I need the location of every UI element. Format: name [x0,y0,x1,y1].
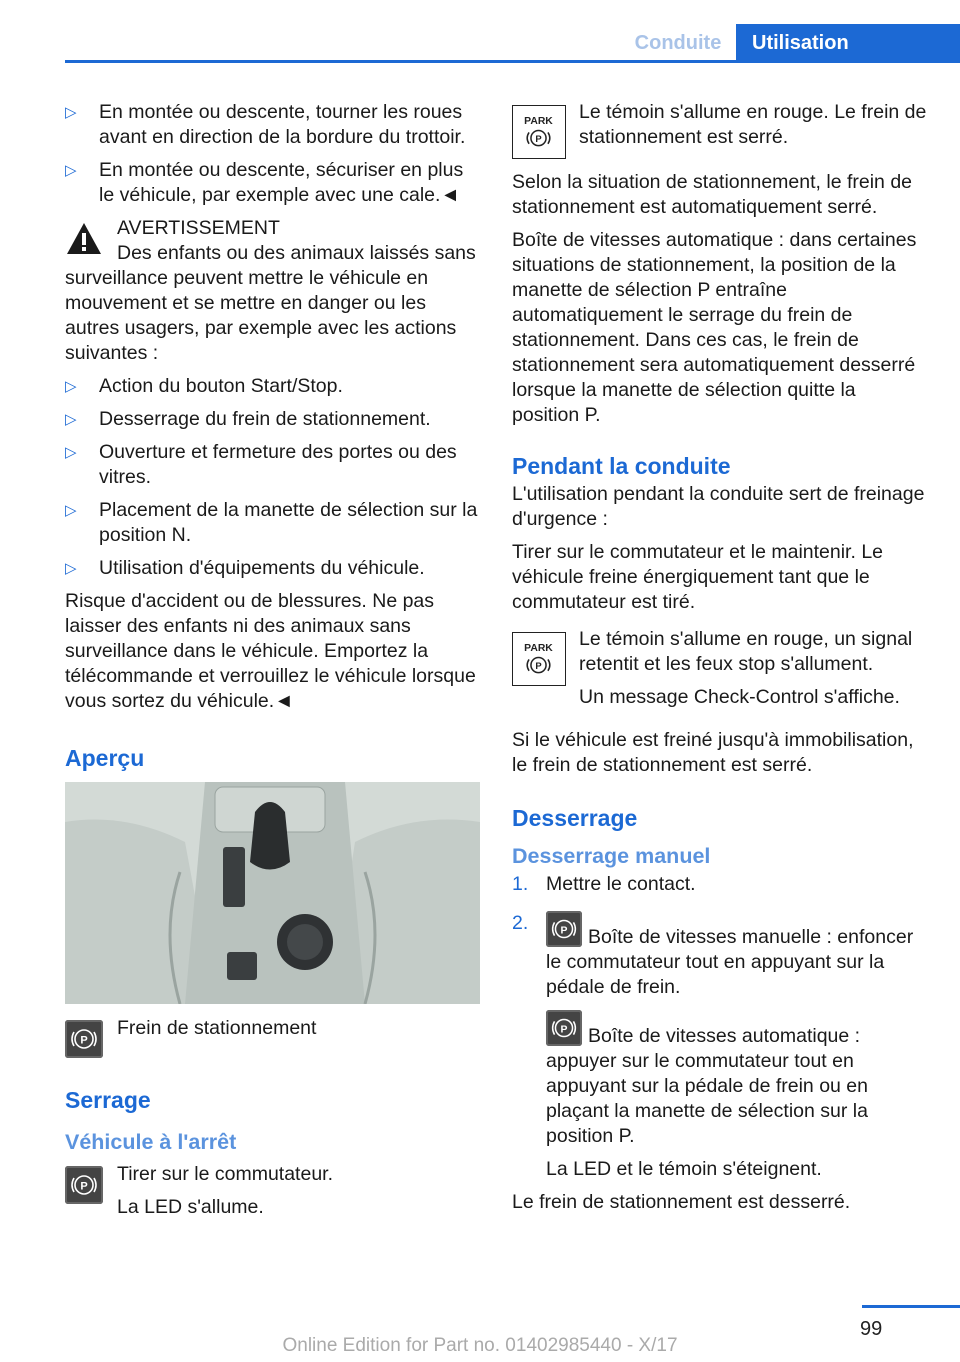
header-rule [65,60,960,63]
paragraph: Boîte de vitesses automatique : dans certaines situations de stationnement, la position de la manette de sélection P entraîne automatiquement le serrage du frein de stationnement. Dans ces cas, le frein de stationnement sera automatiquement desserré lorsque la manette de sélection quitte la position P. [512,229,917,426]
header-tab-utilisation[interactable]: Utilisation [736,24,960,60]
list-item [512,911,927,1182]
triangle-bullet-icon: ▷ [65,162,77,179]
triangle-bullet-icon: ▷ [65,444,77,461]
park-indicator-icon [512,105,566,159]
arret-text-2: La LED s'allume. [117,1196,264,1218]
triangle-bullet-icon: ▷ [65,411,77,428]
bullet-text: Desserrage du frein de stationnement. [99,408,431,430]
svg-text:P: P [80,1034,88,1047]
triangle-bullet-icon: ▷ [65,378,77,395]
svg-text:PARK: PARK [524,115,553,127]
bullet-text: Utilisation d'équipements du véhicule. [99,557,425,579]
paragraph: Le frein de stationnement est desserré. [512,1191,851,1213]
bullet-text: En montée ou descente, sécuriser en plus le véhicule, par exemple avec une cale.◄ [99,159,464,206]
bullet-text: Action du bouton Start/Stop. [99,375,343,397]
bullet-text: En montée ou descente, tourner les roues avant en direction de la bordure du trottoir. [99,101,466,148]
svg-text:P: P [560,925,568,937]
heading-serrage: Serrage [65,1087,151,1113]
triangle-bullet-icon: ▷ [65,502,77,519]
list-item [65,100,480,150]
paragraph: Selon la situation de stationnement, le frein de stationnement est automatiquement serré. [512,171,913,218]
svg-text:P: P [560,1024,568,1036]
page-number: 99 [860,1318,883,1340]
svg-text:P: P [535,133,542,145]
list-item [65,158,480,208]
heading-pendant-conduite: Pendant la conduite [512,453,731,479]
arret-text-1: Tirer sur le commutateur. [117,1163,334,1185]
paragraph: Tirer sur le commutateur et le maintenir. Le véhicule freine énergiquement tant que le commutateur est tiré. [512,541,884,613]
park-text-2a: Le témoin s'allume en rouge, un signal retentit et les feux stop s'allument. [579,628,913,675]
step-subtext: La LED et le témoin s'éteignent. [546,1158,822,1180]
bullet-text: Placement de la manette de sélection sur la position N. [99,499,478,546]
step-subtext: P Boîte de vitesses automatique : appuyer sur le commutateur tout en appuyant sur la pédale de frein ou en plaçant la manette de sélection sur la position P. [546,1010,927,1149]
step-text: Boîte de vitesses manuelle : enfoncer le commutateur tout en appuyant sur la pédale de frein. [546,926,914,998]
paragraph: Si le véhicule est freiné jusqu'à immobilisation, le frein de stationnement est serré. [512,729,914,776]
step-number: 2. [512,912,529,934]
arret-row [65,1162,480,1220]
heading-desserrage: Desserrage [512,805,638,831]
warning-end-text: Risque d'accident ou de blessures. Ne pas laisser des enfants ni des animaux sans surveillance dans le véhicule. Emportez la télécommande et verrouillez le véhicule lorsque vous sortez du véhicule.◄ [65,590,476,712]
footer-edition: Online Edition for Part no. 01402985440 - X/17 [282,1335,678,1356]
svg-text:P: P [80,1180,88,1193]
parking-brake-icon [546,1010,582,1046]
step-number: 1. [512,873,529,895]
right-column [512,100,927,1215]
header-tab-conduite[interactable]: Conduite [634,32,722,54]
triangle-bullet-icon: ▷ [65,560,77,577]
step-text: Mettre le contact. [546,873,696,895]
svg-text:P: P [535,660,542,672]
list-item [65,407,480,432]
list-item [65,556,480,581]
parking-brake-icon [546,911,582,947]
park-indicator-row [512,100,927,160]
svg-text:PARK: PARK [524,642,553,654]
park-text-2b: Un message Check-Control s'affiche. [579,686,900,708]
park-text-1: Le témoin s'allume en rouge. Le frein de stationnement est serré. [579,101,927,148]
list-item [65,374,480,399]
page-number-rule [862,1305,960,1308]
park-indicator-icon [512,632,566,686]
photo-caption: Frein de stationnement [117,1017,317,1039]
park-indicator-row [512,627,927,710]
warning-block [65,216,480,241]
warning-text: Des enfants ou des animaux laissés sans surveillance peuvent mettre le véhicule en mouvement et se mettre en danger ou les autres usagers, par exemple avec les actions suivantes : [65,242,476,364]
warning-title: AVERTISSEMENT [117,217,280,239]
list-item [65,440,480,490]
caption-row [65,1016,480,1058]
warning-triangle-icon [65,220,103,258]
heading-apercu: Aperçu [65,745,145,771]
heading-vehicule-arret: Véhicule à l'arrêt [65,1130,237,1154]
parking-brake-console-photo [65,782,480,1004]
triangle-bullet-icon: ▷ [65,104,77,121]
bullet-text: Ouverture et fermeture des portes ou des vitres. [99,441,457,488]
parking-brake-icon [65,1166,103,1204]
parking-brake-icon [65,1020,103,1058]
heading-desserrage-manuel: Desserrage manuel [512,844,711,868]
paragraph: L'utilisation pendant la conduite sert de freinage d'urgence : [512,483,925,530]
list-item [512,872,927,897]
left-column [65,100,480,1220]
list-item [65,498,480,548]
